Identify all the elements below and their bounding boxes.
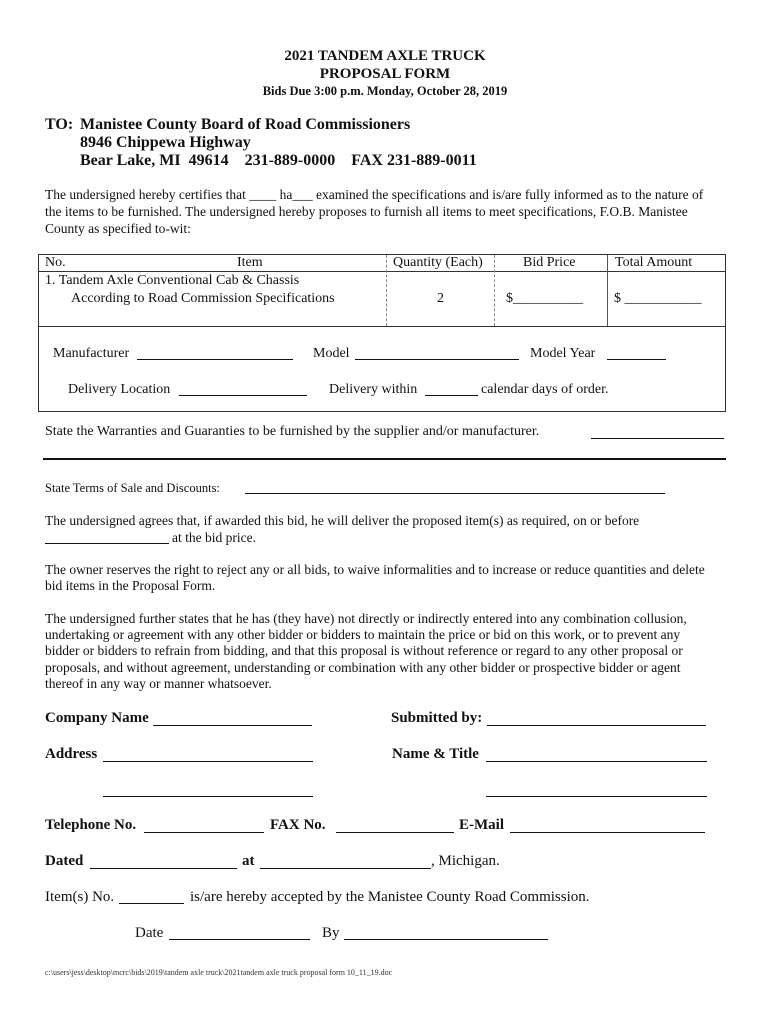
calendar-days-label: calendar days of order. xyxy=(481,382,609,397)
intro-line1: The undersigned hereby certifies that ____ ha___ examined the specifications and is/are fully informed as to the nature of xyxy=(45,187,704,202)
model-label: Model xyxy=(313,346,350,361)
delivery-within-label: Delivery within xyxy=(329,382,418,397)
model-year-field[interactable] xyxy=(607,359,666,360)
submitted-by-field[interactable] xyxy=(487,725,706,726)
address-field-line2[interactable] xyxy=(103,796,313,797)
terms-field[interactable] xyxy=(245,493,665,494)
items-no-field[interactable] xyxy=(119,903,184,904)
name-title-label: Name & Title xyxy=(392,746,479,762)
manufacturer-field[interactable] xyxy=(137,359,293,360)
location-field[interactable] xyxy=(260,868,431,869)
item-1-total-amount-field[interactable]: $ ___________ xyxy=(614,291,702,306)
dated-field[interactable] xyxy=(90,868,237,869)
warranty-field[interactable] xyxy=(591,438,724,439)
acceptance-by-field[interactable] xyxy=(344,939,548,940)
fax-field[interactable] xyxy=(336,832,454,833)
table-header-divider xyxy=(39,271,725,272)
intro-line2: the items to be furnished. The undersigned hereby proposes to furnish all items to meet specifications, F.O.B. Manistee xyxy=(45,204,688,219)
collusion-line5: thereof in any way or manner whatsoever. xyxy=(45,676,272,691)
bids-due: Bids Due 3:00 p.m. Monday, October 28, 2019 xyxy=(262,84,508,98)
owner-line2: bid items in the Proposal Form. xyxy=(45,578,216,593)
recipient-street: 8946 Chippewa Highway xyxy=(80,134,251,151)
terms-label: State Terms of Sale and Discounts: xyxy=(45,481,220,495)
dated-label: Dated xyxy=(45,853,84,869)
address-label: Address xyxy=(45,746,98,762)
col-header-no: No. xyxy=(45,255,66,270)
delivery-days-field[interactable] xyxy=(425,395,478,396)
to-label: TO: xyxy=(45,116,74,133)
collusion-line2: undertaking or agreement with any other bidder or bidders to maintain the price or bid on this work, or to prevent any xyxy=(45,627,681,642)
acceptance-date-label: Date xyxy=(135,925,164,941)
collusion-line3: bidder or bidders to refrain from bidding, and that this proposal is without reference or regard to any other proposal or xyxy=(45,643,683,658)
submitted-by-label: Submitted by: xyxy=(391,710,483,726)
acceptance-date-field[interactable] xyxy=(169,939,310,940)
delivery-date-field[interactable] xyxy=(45,543,169,544)
email-field[interactable] xyxy=(510,832,705,833)
email-label: E-Mail xyxy=(459,817,504,833)
address-field-line1[interactable] xyxy=(103,761,313,762)
item-1-bid-price-field[interactable]: $__________ xyxy=(506,291,583,306)
fax-label: FAX No. xyxy=(270,817,326,833)
model-year-label: Model Year xyxy=(530,346,596,361)
col-divider-bid xyxy=(494,255,495,326)
col-header-item: Item xyxy=(237,255,263,270)
recipient-name: Manistee County Board of Road Commissioners xyxy=(80,116,411,133)
telephone-label: Telephone No. xyxy=(45,817,137,833)
form-title-line1: 2021 TANDEM AXLE TRUCK xyxy=(284,48,486,64)
col-divider-total xyxy=(607,255,608,326)
telephone-field[interactable] xyxy=(144,832,264,833)
col-header-total-amount: Total Amount xyxy=(615,255,693,270)
company-name-label: Company Name xyxy=(45,710,149,726)
collusion-line1: The undersigned further states that he has (they have) not directly or indirectly entered into any combination collusion, xyxy=(45,611,687,626)
footer-file-path: c:\users\jess\desktop\mcrc\bids\2019\tandem axle truck\2021tandem axle truck proposal form 10_11_19.doc xyxy=(45,968,393,977)
col-divider-quantity xyxy=(386,255,387,326)
manufacturer-label: Manufacturer xyxy=(53,346,130,361)
item-1-quantity: 2 xyxy=(437,291,444,306)
recipient-city-phone-fax: Bear Lake, MI 49614 231-889-0000 FAX 231-889-0011 xyxy=(80,152,477,169)
company-name-field[interactable] xyxy=(153,725,312,726)
items-no-label: Item(s) No. xyxy=(45,889,115,905)
col-header-quantity: Quantity (Each) xyxy=(393,255,483,270)
item-1-line1: 1. Tandem Axle Conventional Cab & Chassis xyxy=(45,273,300,288)
agree-line2: at the bid price. xyxy=(172,530,256,545)
at-label: at xyxy=(242,853,255,869)
delivery-location-field[interactable] xyxy=(179,395,307,396)
warranty-field-line2[interactable] xyxy=(43,458,726,460)
name-title-field-line1[interactable] xyxy=(486,761,707,762)
intro-line3: County as specified to-wit: xyxy=(45,221,191,236)
name-title-field-line2[interactable] xyxy=(486,796,707,797)
warranty-label: State the Warranties and Guaranties to be furnished by the supplier and/or manufacturer. xyxy=(45,424,540,439)
michigan-label: , Michigan. xyxy=(431,853,500,869)
form-title-line2: PROPOSAL FORM xyxy=(319,66,451,82)
bid-table xyxy=(38,254,726,412)
collusion-line4: proposals, and without agreement, understanding or combination with any other bidder or prospective bidder or agent xyxy=(45,660,681,675)
item-1-line2: According to Road Commission Specifications xyxy=(71,291,335,306)
acceptance-by-label: By xyxy=(322,925,340,941)
col-header-bid-price: Bid Price xyxy=(523,255,576,270)
accepted-text: is/are hereby accepted by the Manistee County Road Commission. xyxy=(190,889,590,905)
delivery-location-label: Delivery Location xyxy=(68,382,171,397)
agree-line1: The undersigned agrees that, if awarded this bid, he will deliver the proposed item(s) as required, on or before xyxy=(45,513,640,528)
table-row-divider xyxy=(39,326,725,327)
model-field[interactable] xyxy=(355,359,519,360)
owner-line1: The owner reserves the right to reject any or all bids, to waive informalities and to increase or reduce quantities and delete xyxy=(45,562,705,577)
